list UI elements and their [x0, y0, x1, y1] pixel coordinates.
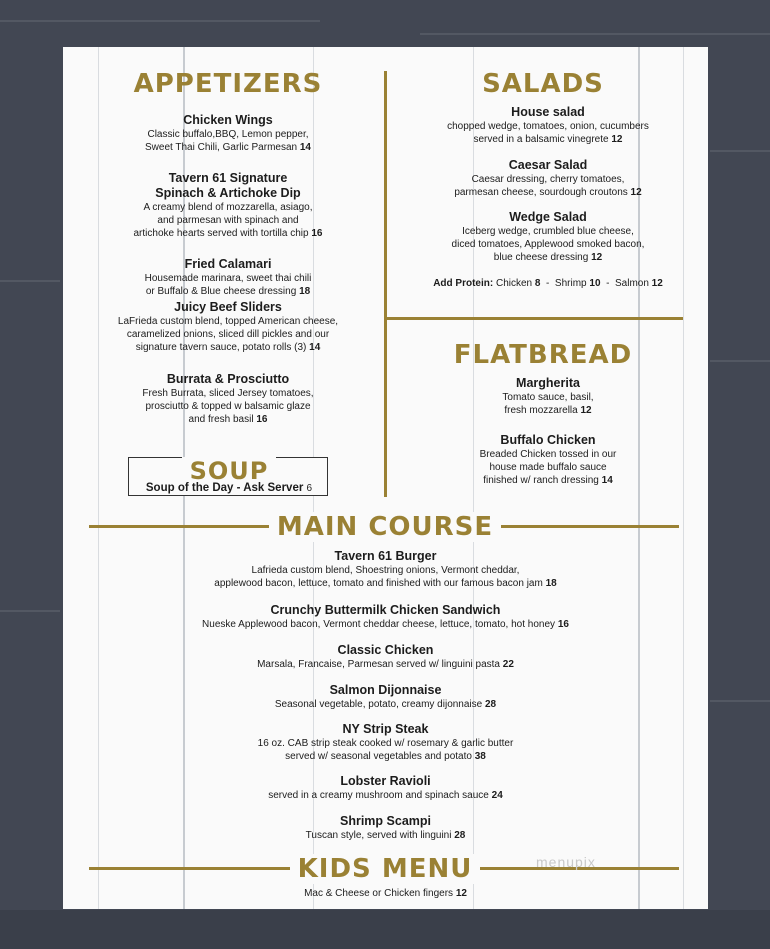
- main-course-title: MAIN COURSE: [269, 512, 501, 542]
- menu-item: [83, 171, 373, 240]
- item-desc-line: [83, 658, 688, 671]
- item-name: Spinach & Artichoke Dip: [155, 186, 301, 200]
- item-name: Crunchy Buttermilk Chicken Sandwich: [270, 603, 501, 617]
- item-desc: artichoke hearts served with tortilla chip: [133, 228, 309, 239]
- item-desc: A creamy blend of mozzarella, asiago,: [143, 202, 313, 213]
- item-price: 28: [454, 830, 466, 841]
- menu-item: [83, 814, 688, 842]
- wood-grain: [0, 20, 320, 22]
- item-price: 18: [545, 578, 557, 589]
- item-desc-line: [83, 413, 373, 426]
- menu-item: [83, 887, 688, 900]
- item-desc-line: [83, 789, 688, 802]
- salads-heading: SALADS: [482, 69, 604, 99]
- item-price: 14: [309, 342, 321, 353]
- item-desc: Breaded Chicken tossed in our: [479, 449, 617, 460]
- item-desc: Tuscan style, served with linguini: [305, 830, 452, 841]
- kids-menu-title: KIDS MENU: [290, 854, 481, 884]
- item-desc: and fresh basil: [188, 414, 254, 425]
- item-name: Classic Chicken: [337, 643, 434, 657]
- item-name: Chicken Wings: [183, 113, 273, 127]
- appetizers-heading: APPETIZERS: [133, 69, 323, 99]
- item-desc-line: [83, 341, 373, 354]
- wood-grain: [0, 280, 60, 282]
- item-price: 16: [256, 414, 268, 425]
- protein-label: Add Protein:: [433, 278, 494, 289]
- wood-grain: [710, 150, 770, 152]
- soup-title: SOUP: [182, 457, 277, 485]
- menu-item: [398, 433, 698, 487]
- soup-line: [129, 482, 329, 494]
- item-name: Tavern 61 Burger: [334, 549, 437, 563]
- item-price: 38: [474, 751, 486, 762]
- item-price: 12: [591, 252, 603, 263]
- item-price: 12: [455, 888, 467, 899]
- item-name: Margherita: [516, 376, 580, 390]
- item-desc-line: [83, 887, 688, 900]
- item-desc: Caesar dressing, cherry tomatoes,: [471, 174, 625, 185]
- item-name: Fried Calamari: [184, 257, 272, 271]
- item-price: 16: [557, 619, 569, 630]
- item-desc-line: [83, 285, 373, 298]
- item-desc: Fresh Burrata, sliced Jersey tomatoes,: [142, 388, 314, 399]
- item-desc: finished w/ ranch dressing: [483, 475, 599, 486]
- item-desc: prosciutto & topped w balsamic glaze: [145, 401, 311, 412]
- item-desc: Lafrieda custom blend, Shoestring onions, Vermont cheddar,: [251, 565, 520, 576]
- item-name: Burrata & Prosciutto: [166, 372, 290, 386]
- item-desc: Housemade marinara, sweet thai chili: [144, 273, 312, 284]
- item-desc: LaFrieda custom blend, topped American cheese,: [117, 316, 339, 327]
- column-divider: [384, 71, 387, 497]
- menu-item: [83, 774, 688, 802]
- protein-salmon: Salmon: [614, 278, 649, 289]
- item-desc-line: [83, 698, 688, 711]
- menu-item: [398, 105, 698, 146]
- menu-item: [398, 210, 698, 264]
- menu-item: [83, 300, 373, 354]
- soup-price: 6: [306, 483, 313, 494]
- item-desc: Mac & Cheese or Chicken fingers: [304, 888, 454, 899]
- protein-chicken-price: 8: [534, 278, 541, 289]
- soup-text: Soup of the Day - Ask Server: [145, 482, 304, 494]
- menu-page: [63, 47, 708, 909]
- item-desc: fresh mozzarella: [504, 405, 578, 416]
- item-desc: chopped wedge, tomatoes, onion, cucumbers: [447, 121, 649, 132]
- item-name: Shrimp Scampi: [340, 814, 431, 828]
- item-name: Buffalo Chicken: [500, 433, 596, 447]
- item-desc: applewood bacon, lettuce, tomato and finished with our famous bacon jam: [214, 578, 543, 589]
- item-price: 12: [580, 405, 592, 416]
- protein-salmon-price: 12: [651, 278, 663, 289]
- soup-box: [128, 457, 328, 496]
- item-desc: blue cheese dressing: [493, 252, 589, 263]
- item-price: 14: [299, 142, 311, 153]
- item-desc: Sweet Thai Chili, Garlic Parmesan: [144, 142, 298, 153]
- menu-item: [83, 372, 373, 426]
- item-desc: Marsala, Francaise, Parmesan served w/ linguini pasta: [257, 659, 500, 670]
- item-desc: and parmesan with spinach and: [157, 215, 299, 226]
- item-desc-line: [83, 227, 373, 240]
- item-desc-line: [83, 829, 688, 842]
- item-desc-line: [83, 618, 688, 631]
- menu-item: [83, 113, 373, 154]
- item-price: 28: [485, 699, 497, 710]
- menu-item: [83, 683, 688, 711]
- menu-item: [83, 549, 688, 590]
- item-desc: Tomato sauce, basil,: [502, 392, 594, 403]
- item-price: 16: [311, 228, 323, 239]
- menu-item: [83, 257, 373, 298]
- item-desc: Classic buffalo,BBQ, Lemon pepper,: [147, 129, 309, 140]
- protein-sep: -: [546, 278, 550, 289]
- protein-shrimp: Shrimp: [554, 278, 587, 289]
- item-desc: served w/ seasonal vegetables and potato: [285, 751, 472, 762]
- kids-menu-heading: [235, 854, 535, 884]
- wood-grain: [0, 610, 60, 612]
- item-name: Salmon Dijonnaise: [329, 683, 442, 697]
- item-price: 12: [630, 187, 642, 198]
- item-price: 22: [502, 659, 514, 670]
- item-desc: served in a balsamic vinegrete: [473, 134, 609, 145]
- menu-item: [83, 722, 688, 763]
- item-desc: signature tavern sauce, potato rolls (3): [135, 342, 307, 353]
- item-desc-line: [83, 750, 688, 763]
- item-desc: Seasonal vegetable, potato, creamy dijonnaise: [274, 699, 483, 710]
- item-price: 14: [601, 475, 613, 486]
- item-desc: Iceberg wedge, crumbled blue cheese,: [462, 226, 634, 237]
- item-desc: caramelized onions, sliced dill pickles and our: [126, 329, 330, 340]
- item-price: 24: [491, 790, 503, 801]
- item-name: Caesar Salad: [508, 158, 588, 172]
- item-name: NY Strip Steak: [342, 722, 429, 736]
- item-name: Tavern 61 Signature: [168, 171, 288, 185]
- watermark: menupix: [536, 854, 596, 870]
- item-desc: served in a creamy mushroom and spinach sauce: [268, 790, 489, 801]
- item-desc: parmesan cheese, sourdough croutons: [454, 187, 628, 198]
- main-course-heading: [235, 512, 535, 542]
- menu-item: [83, 603, 688, 631]
- item-name: Wedge Salad: [509, 210, 587, 224]
- item-desc-line: [398, 133, 698, 146]
- item-price: 12: [611, 134, 623, 145]
- wood-grain: [710, 360, 770, 362]
- protein-shrimp-price: 10: [589, 278, 601, 289]
- item-desc: diced tomatoes, Applewood smoked bacon,: [451, 239, 645, 250]
- item-desc-line: [398, 404, 698, 417]
- item-desc: house made buffalo sauce: [489, 462, 607, 473]
- add-protein-line: [403, 278, 693, 289]
- wood-grain: [710, 700, 770, 702]
- board-bottom: [0, 910, 770, 949]
- wood-grain: [420, 33, 770, 35]
- protein-sep: -: [606, 278, 610, 289]
- item-desc-line: [398, 474, 698, 487]
- item-desc-line: [398, 186, 698, 199]
- menu-item: [83, 643, 688, 671]
- flatbread-heading: FLATBREAD: [453, 340, 633, 370]
- item-desc: 16 oz. CAB strip steak cooked w/ rosemary & garlic butter: [257, 738, 514, 749]
- menu-item: [398, 158, 698, 199]
- item-desc-line: [398, 251, 698, 264]
- item-desc-line: [83, 577, 688, 590]
- item-desc: Nueske Applewood bacon, Vermont cheddar cheese, lettuce, tomato, hot honey: [202, 619, 556, 630]
- item-desc: or Buffalo & Blue cheese dressing: [145, 286, 297, 297]
- soup-heading: [129, 457, 329, 485]
- item-desc-line: [83, 141, 373, 154]
- menu-item: [398, 376, 698, 417]
- item-name: Lobster Ravioli: [340, 774, 431, 788]
- item-name: Juicy Beef Sliders: [174, 300, 282, 314]
- protein-chicken: Chicken: [495, 278, 533, 289]
- salads-flatbread-divider: [385, 317, 683, 320]
- item-price: 18: [299, 286, 311, 297]
- item-name: House salad: [511, 105, 585, 119]
